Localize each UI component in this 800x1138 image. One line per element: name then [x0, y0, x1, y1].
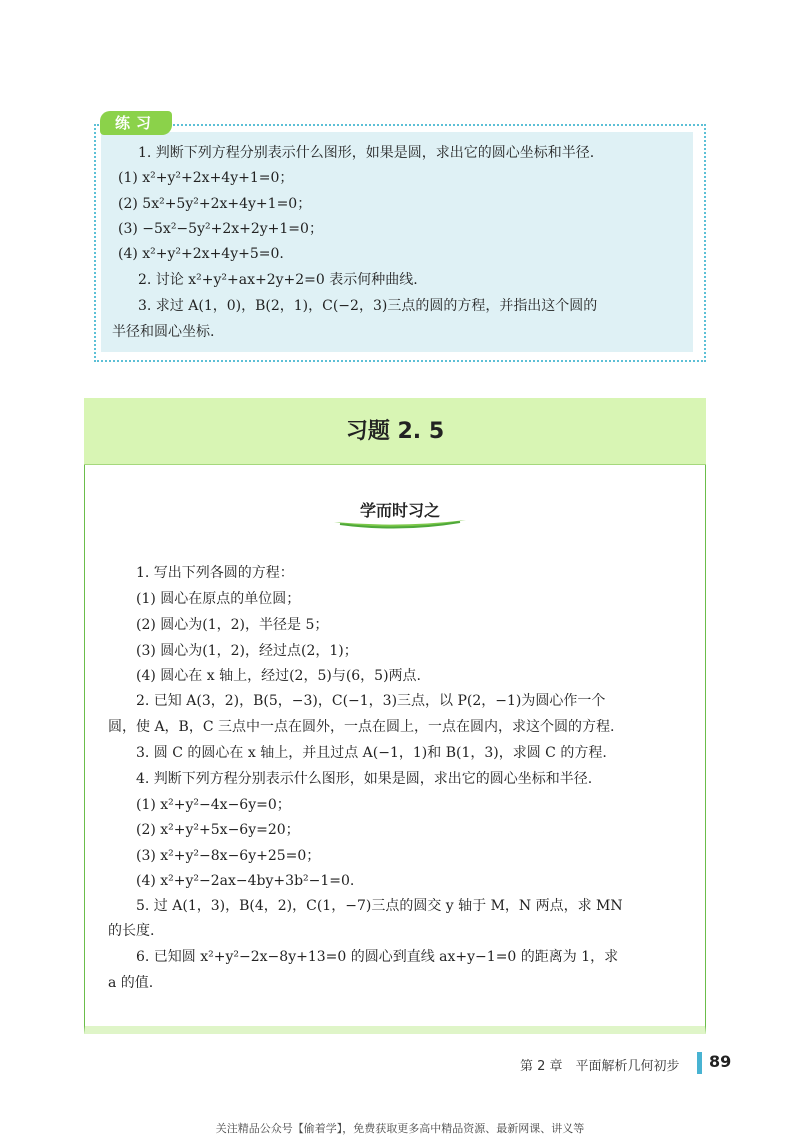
practice-box	[101, 132, 693, 352]
exercise-line: (1) 圆心在原点的单位圆；	[136, 591, 301, 607]
exercise-line: (4) 圆心在 x 轴上，经过(2，5)与(6，5)两点.	[136, 668, 422, 684]
exercise-panel	[84, 398, 706, 1034]
exercise-line: 的长度.	[108, 923, 155, 939]
practice-line: 3. 求过 A(1，0)，B(2，1)，C(−2，3)三点的圆的方程，并指出这个圆的	[138, 298, 598, 314]
exercise-title: 习题 2. 5	[345, 419, 445, 444]
exercise-line: (1) x²+y²−4x−6y=0；	[136, 797, 291, 813]
practice-line: 1. 判断下列方程分别表示什么图形，如果是圆，求出它的圆心坐标和半径.	[138, 145, 595, 161]
exercise-line: 5. 过 A(1，3)，B(4，2)，C(1，−7)三点的圆交 y 轴于 M，N 两点，求 MN	[136, 898, 623, 914]
exercise-line: (2) 圆心为(1，2)，半径是 5；	[136, 617, 329, 633]
exercise-line: (3) 圆心为(1，2)，经过点(2，1)；	[136, 643, 358, 659]
footer-divider	[697, 1052, 702, 1074]
exercise-line: 3. 圆 C 的圆心在 x 轴上，并且过点 A(−1，1)和 B(1，3)，求圆 C 的方程.	[136, 745, 607, 761]
exercise-line: 圆，使 A，B，C 三点中一点在圆外，一点在圆上，一点在圆内，求这个圆的方程.	[108, 719, 615, 735]
practice-line: (4) x²+y²+2x+4y+5=0.	[118, 246, 284, 262]
subsection-title: 学而时习之	[359, 501, 440, 520]
exercise-line: a 的值.	[108, 975, 154, 991]
exercise-line: (3) x²+y²−8x−6y+25=0；	[136, 848, 321, 864]
exercise-line: 4. 判断下列方程分别表示什么图形，如果是圆，求出它的圆心坐标和半径.	[136, 771, 593, 787]
practice-line: (1) x²+y²+2x+4y+1=0；	[118, 170, 294, 186]
exercise-line: 2. 已知 A(3，2)，B(5，−3)，C(−1，3)三点，以 P(2，−1)为圆心作一个	[136, 693, 606, 709]
practice-line: 半径和圆心坐标.	[112, 324, 215, 340]
exercise-line: (2) x²+y²+5x−6y=20；	[136, 822, 300, 838]
exercise-line: 1. 写出下列各圆的方程：	[136, 565, 294, 581]
practice-line: (2) 5x²+5y²+2x+4y+1=0；	[118, 196, 312, 212]
swoosh-decoration	[330, 512, 470, 530]
footer-chapter: 第 2 章 平面解析几何初步	[520, 1059, 680, 1074]
practice-tag: 练习	[100, 111, 172, 135]
exercise-line: 6. 已知圆 x²+y²−2x−8y+13=0 的圆心到直线 ax+y−1=0 的距离为 1，求	[136, 949, 619, 965]
page-number: 89	[709, 1052, 732, 1071]
watermark-text: 关注精品公众号【偷着学】，免费获取更多高中精品资源、最新网课、讲义等	[215, 1122, 585, 1135]
practice-line: (3) −5x²−5y²+2x+2y+1=0；	[118, 221, 323, 237]
practice-line: 2. 讨论 x²+y²+ax+2y+2=0 表示何种曲线.	[138, 272, 418, 288]
exercise-line: (4) x²+y²−2ax−4by+3b²−1=0.	[136, 873, 355, 889]
